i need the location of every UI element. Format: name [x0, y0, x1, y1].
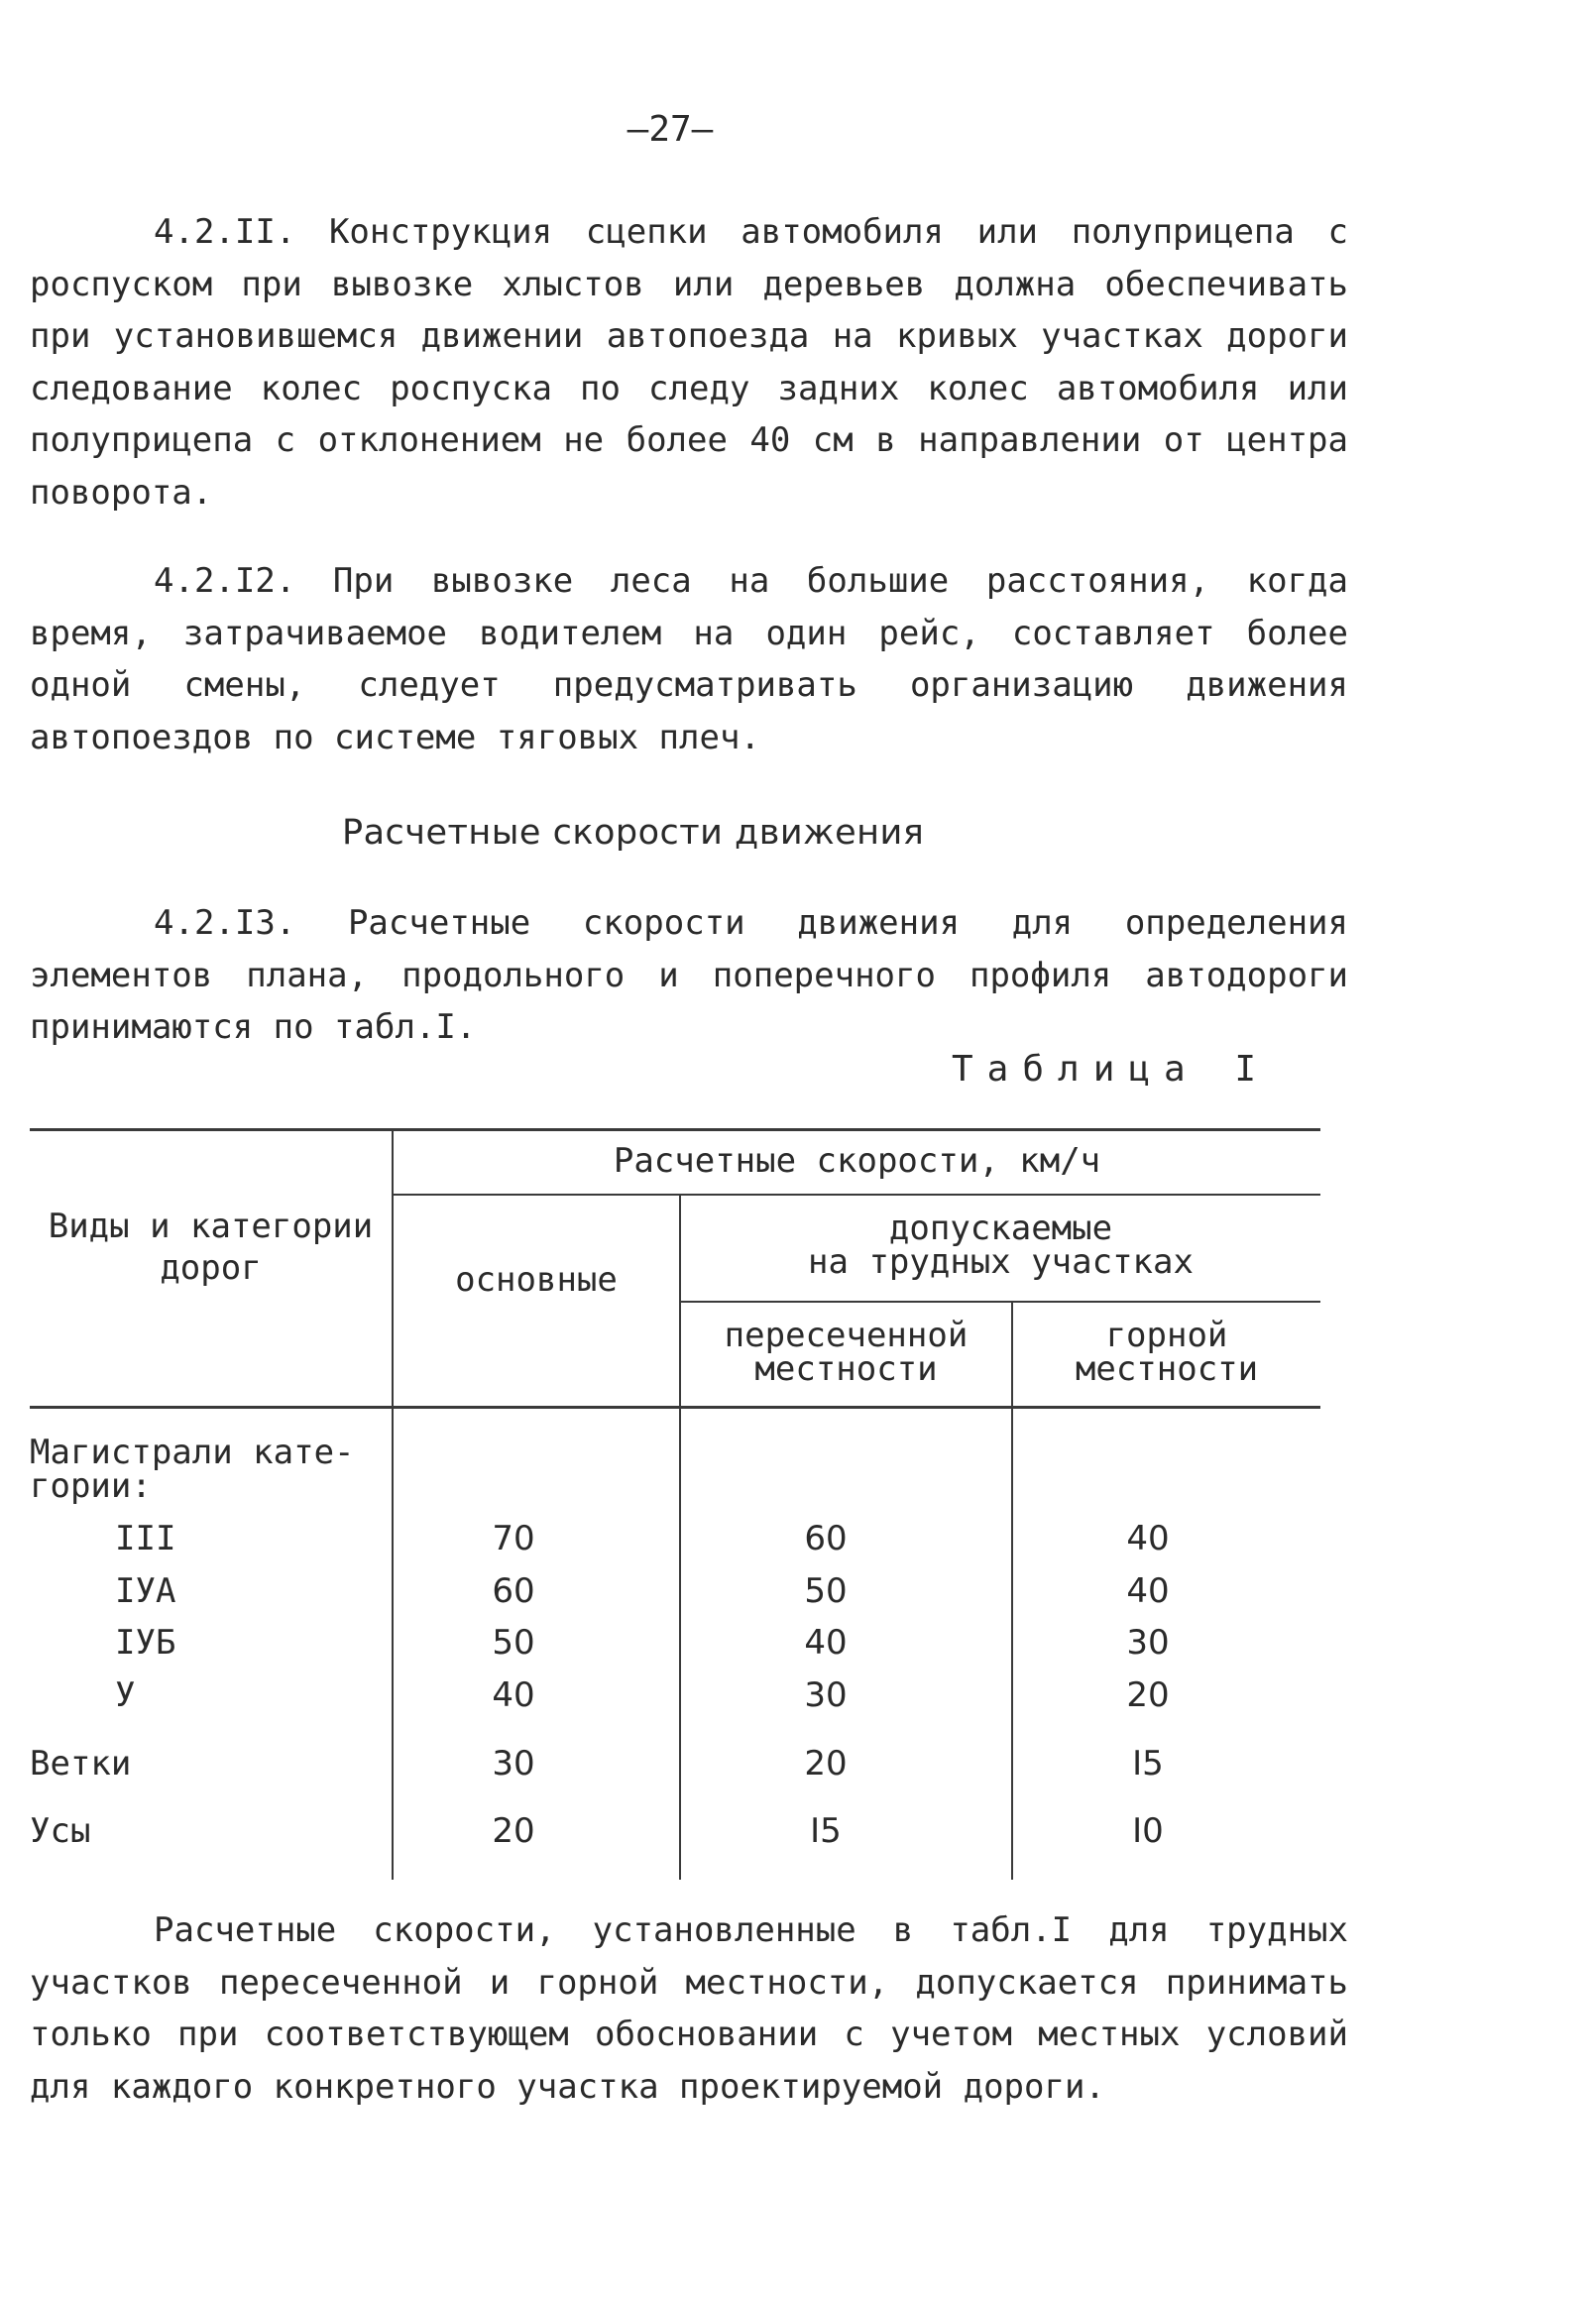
mountain-speed-value: 40 — [1126, 1519, 1170, 1558]
main-speed-value: 30 — [492, 1744, 535, 1784]
mountain-speed-value: 20 — [1126, 1675, 1170, 1715]
row-name: IУБ — [115, 1623, 176, 1663]
row-name: IУА — [115, 1571, 176, 1611]
table-vertical-rule — [1011, 1301, 1013, 1880]
group-label: Магистрали кате- гории: — [30, 1433, 355, 1506]
mountain-speed-value: I5 — [1132, 1744, 1164, 1784]
rough-speed-value: 20 — [804, 1744, 848, 1784]
paragraph-4-2-12: 4.2.I2. При вывозке леса на большие расстояния, когда время, затрачиваемое водителем на один рейс, составляет более одной смены, следует предусматривать организацию движения автопоездов по системе тяговых плеч. — [30, 561, 1348, 757]
page-number: —27— — [627, 109, 714, 150]
paragraph-4-2-11: 4.2.II. Конструкция сцепки автомобиля или полуприцепа с роспуском при вывозке хлыстов или деревьев должна обеспечивать при установившемся движении автопоезда на кривых участках дороги следование колес роспуска по следу задних колес автомобиля или полуприцепа с отклонением не более 40 см в направлении от центра поворота. — [30, 212, 1348, 513]
table-vertical-rule — [392, 1128, 394, 1880]
row-name: У — [115, 1675, 136, 1715]
rough-speed-value: 40 — [804, 1623, 848, 1663]
row-name: Усы — [30, 1811, 91, 1851]
header-road-types: Виды и категории дорог — [48, 1207, 374, 1288]
table-top-rule — [30, 1128, 1320, 1131]
table-rule — [679, 1301, 1320, 1303]
row-name: III — [115, 1519, 176, 1558]
paragraph-4-2-13: 4.2.I3. Расчетные скорости движения для определения элементов плана, продольного и поперечного профиля автодороги принимаются по табл.I. — [30, 903, 1348, 1047]
section-heading: Расчетные скорости движения — [342, 813, 925, 853]
header-mountain-terrain: горной местности — [1075, 1316, 1259, 1389]
rough-speed-value: 30 — [804, 1675, 848, 1715]
row-name: Ветки — [30, 1744, 132, 1784]
main-speed-value: 70 — [492, 1519, 535, 1558]
table-caption: Таблица I — [952, 1049, 1271, 1090]
header-main-speeds: основные — [455, 1260, 618, 1300]
mountain-speed-value: 40 — [1126, 1571, 1170, 1611]
main-speed-value: 50 — [492, 1623, 535, 1663]
header-rough-terrain: пересеченной местности — [724, 1316, 969, 1389]
main-speed-value: 60 — [492, 1571, 535, 1611]
header-design-speeds: Расчетные скорости, км/ч — [613, 1141, 1101, 1181]
rough-speed-value: 50 — [804, 1571, 848, 1611]
mountain-speed-value: 30 — [1126, 1623, 1170, 1663]
table-header-bottom-rule — [30, 1406, 1320, 1409]
table-vertical-rule — [679, 1194, 681, 1880]
rough-speed-value: 60 — [804, 1519, 848, 1558]
header-allowed-speeds: допускаемые на трудных участках — [808, 1209, 1194, 1282]
table-rule — [392, 1194, 1320, 1196]
mountain-speed-value: I0 — [1132, 1811, 1164, 1851]
paragraph-table-note: Расчетные скорости, установленные в табл.I для трудных участков пересеченной и горной местности, допускается принимать только при соответствующем обосновании с учетом местных условий для каждого конкретного участка проектируемой дороги. — [30, 1910, 1348, 2107]
main-speed-value: 20 — [492, 1811, 535, 1851]
rough-speed-value: I5 — [810, 1811, 842, 1851]
speed-table — [30, 1128, 1320, 1882]
main-speed-value: 40 — [492, 1675, 535, 1715]
